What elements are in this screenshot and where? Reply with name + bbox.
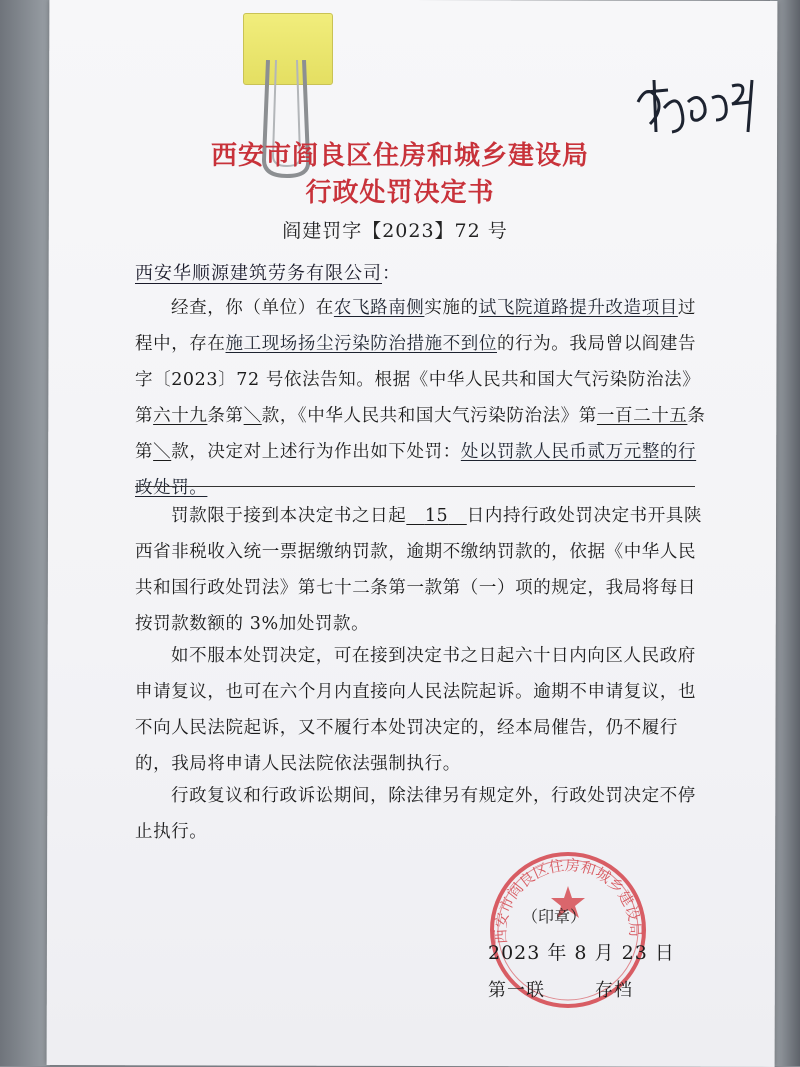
location-field: 农飞路南侧 <box>333 298 425 318</box>
penalty-field: 处以罚款人民币贰万元整的行政处罚。 <box>135 442 697 498</box>
paragraph-payment <box>135 498 710 642</box>
seal-ring-text: 西安市阎良区住房和城乡建设局 <box>491 856 645 945</box>
paragraph-appeal <box>135 638 710 782</box>
text-segment: 条第 <box>207 406 244 426</box>
clause2-field: ＼ <box>153 442 172 462</box>
text-segment: 日内持行政处罚决定书开具陕西省非税收入统一票据缴纳罚款，逾期不缴纳罚款的，依据《中华人民共和国行政处罚法》第七十二条第一款第（一）项的规定，我局将每日按罚款数额的 3%加处罚款。 <box>135 506 703 634</box>
copy-footer <box>488 976 633 1002</box>
text-segment: 实施的 <box>424 298 479 318</box>
document-number: 阎建罚字【2023】72 号 <box>282 220 508 242</box>
text-segment: 罚款限于接到本决定书之日起 <box>171 506 407 526</box>
text-segment: 经查，你（单位）在 <box>171 298 334 318</box>
seal-label: （印章） <box>522 907 587 926</box>
document-subtitle: 行政处罚决定书 <box>305 178 495 208</box>
article2-field: 一百二十五 <box>596 406 688 426</box>
paragraph-review <box>135 778 710 850</box>
text-segment: 款，《中华人民共和国大气污染防治法》第 <box>261 406 597 426</box>
issue-date: 2023 年 8 月 23 日 <box>488 942 675 964</box>
addressee-name: 西安华顺源建筑劳务有限公司 <box>135 263 382 284</box>
text-segment: 行政复议和行政诉讼期间，除法律另有规定外，行政处罚决定不停止执行。 <box>135 786 696 842</box>
days-field <box>406 506 466 526</box>
text-segment: 条第 <box>135 406 706 462</box>
text-segment: 过程中，存在 <box>135 298 696 354</box>
addressee-colon: ： <box>382 263 401 284</box>
paragraph-findings <box>135 290 710 506</box>
article1-field: 六十九 <box>153 406 208 426</box>
copy-label: 第一联 <box>488 980 545 1001</box>
fill-in-rule <box>135 486 695 487</box>
text-segment: 款，决定对上述行为作出如下处罚： <box>171 442 461 462</box>
copy-note: 存档 <box>595 980 633 1001</box>
addressee <box>135 259 401 285</box>
document-title: 西安市阎良区住房和城乡建设局 <box>210 141 589 171</box>
text-segment: 的行为。我局曾以阎建告字〔2023〕72 号依法告知。根据《中华人民共和国大气污染防治法》第 <box>135 334 701 426</box>
days-value: 15 <box>424 506 449 526</box>
project-field: 试飞院道路提升改造项目 <box>478 298 678 318</box>
violation-field: 施工现场扬尘污染防治措施不到位 <box>225 334 497 354</box>
text-segment: 如不服本处罚决定，可在接到决定书之日起六十日内向区人民政府申请复议，也可在六个月内直接向人民法院起诉。逾期不申请复议，也不向人民法院起诉，又不履行本处罚决定的，经本局催告，仍不履行的，我局将申请人民法院依法强制执行。 <box>135 646 697 774</box>
clause1-field: ＼ <box>243 406 262 426</box>
